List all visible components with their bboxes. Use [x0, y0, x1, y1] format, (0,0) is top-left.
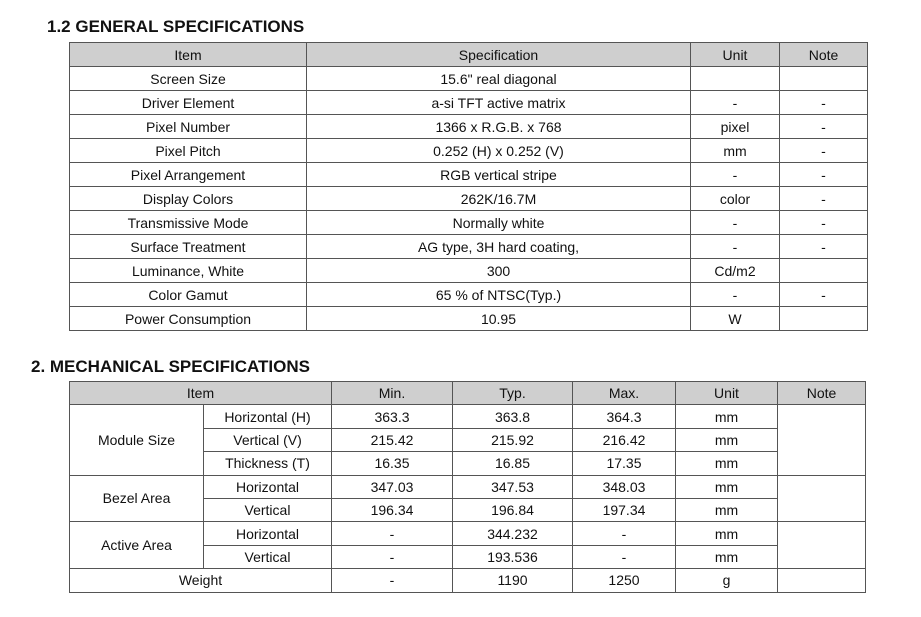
cell-item: Pixel Number — [70, 115, 307, 139]
table-row — [70, 522, 866, 545]
cell-max: 216.42 — [573, 428, 676, 451]
cell-spec: 262K/16.7M — [307, 187, 691, 211]
table-row — [70, 475, 866, 498]
bezel-area-label: Bezel Area — [70, 475, 204, 522]
cell-item: Surface Treatment — [70, 235, 307, 259]
cell-sub: Horizontal — [204, 522, 332, 545]
cell-sub: Vertical — [204, 498, 332, 521]
cell-typ: 363.8 — [453, 405, 573, 428]
cell-unit: mm — [676, 498, 778, 521]
mechanical-specifications-heading: 2. MECHANICAL SPECIFICATIONS — [31, 357, 310, 376]
cell-spec: RGB vertical stripe — [307, 163, 691, 187]
cell-unit: W — [691, 307, 780, 331]
cell-note — [780, 259, 868, 283]
cell-spec: AG type, 3H hard coating, — [307, 235, 691, 259]
cell-typ: 344.232 — [453, 522, 573, 545]
active-area-label: Active Area — [70, 522, 204, 569]
cell-typ: 215.92 — [453, 428, 573, 451]
cell-item: Screen Size — [70, 67, 307, 91]
cell-note: - — [780, 163, 868, 187]
cell-sub: Horizontal — [204, 475, 332, 498]
table-row — [70, 283, 868, 307]
cell-note: - — [780, 235, 868, 259]
weight-note — [778, 569, 866, 592]
cell-spec: 10.95 — [307, 307, 691, 331]
cell-typ: 16.85 — [453, 452, 573, 475]
cell-spec: 65 % of NTSC(Typ.) — [307, 283, 691, 307]
cell-item: Power Consumption — [70, 307, 307, 331]
cell-unit: - — [691, 163, 780, 187]
cell-spec: Normally white — [307, 211, 691, 235]
header-item: Item — [70, 382, 332, 405]
bezel-area-note — [778, 475, 866, 522]
cell-spec: a-si TFT active matrix — [307, 91, 691, 115]
cell-item: Pixel Arrangement — [70, 163, 307, 187]
cell-item: Color Gamut — [70, 283, 307, 307]
cell-note: - — [780, 91, 868, 115]
cell-min: 16.35 — [332, 452, 453, 475]
cell-unit: - — [691, 283, 780, 307]
header-item: Item — [70, 43, 307, 67]
cell-item: Transmissive Mode — [70, 211, 307, 235]
table-row — [70, 569, 866, 592]
cell-sub: Vertical (V) — [204, 428, 332, 451]
table-row — [70, 115, 868, 139]
cell-sub: Vertical — [204, 545, 332, 568]
table-row — [70, 211, 868, 235]
cell-note: - — [780, 139, 868, 163]
header-typ: Typ. — [453, 382, 573, 405]
cell-item: Pixel Pitch — [70, 139, 307, 163]
cell-unit: mm — [676, 428, 778, 451]
module-size-label: Module Size — [70, 405, 204, 475]
weight-label: Weight — [70, 569, 332, 592]
table-row — [70, 187, 868, 211]
header-unit: Unit — [691, 43, 780, 67]
cell-unit: g — [676, 569, 778, 592]
cell-min: - — [332, 569, 453, 592]
table-header-row — [70, 382, 866, 405]
cell-spec: 1366 x R.G.B. x 768 — [307, 115, 691, 139]
cell-min: 196.34 — [332, 498, 453, 521]
cell-max: 364.3 — [573, 405, 676, 428]
cell-unit: mm — [676, 522, 778, 545]
cell-min: 215.42 — [332, 428, 453, 451]
header-max: Max. — [573, 382, 676, 405]
cell-typ: 196.84 — [453, 498, 573, 521]
cell-unit: - — [691, 91, 780, 115]
general-specifications-heading: 1.2 GENERAL SPECIFICATIONS — [47, 17, 305, 36]
cell-item: Display Colors — [70, 187, 307, 211]
cell-max: - — [573, 545, 676, 568]
header-specification: Specification — [307, 43, 691, 67]
cell-typ: 193.536 — [453, 545, 573, 568]
table-row — [70, 139, 868, 163]
cell-max: - — [573, 522, 676, 545]
active-area-note — [778, 522, 866, 569]
cell-unit: pixel — [691, 115, 780, 139]
cell-max: 1250 — [573, 569, 676, 592]
cell-sub: Horizontal (H) — [204, 405, 332, 428]
cell-sub: Thickness (T) — [204, 452, 332, 475]
cell-unit: mm — [691, 139, 780, 163]
cell-item: Driver Element — [70, 91, 307, 115]
header-min: Min. — [332, 382, 453, 405]
cell-max: 17.35 — [573, 452, 676, 475]
cell-note — [780, 307, 868, 331]
cell-note: - — [780, 283, 868, 307]
cell-item: Luminance, White — [70, 259, 307, 283]
cell-unit — [691, 67, 780, 91]
table-row — [70, 405, 866, 428]
cell-min: - — [332, 522, 453, 545]
mechanical-specifications-table — [69, 381, 866, 593]
cell-min: 363.3 — [332, 405, 453, 428]
table-row — [70, 307, 868, 331]
cell-unit: mm — [676, 452, 778, 475]
header-unit: Unit — [676, 382, 778, 405]
cell-note: - — [780, 187, 868, 211]
table-row — [70, 91, 868, 115]
cell-unit: - — [691, 235, 780, 259]
cell-unit: Cd/m2 — [691, 259, 780, 283]
module-size-note — [778, 405, 866, 475]
table-row — [70, 163, 868, 187]
cell-typ: 1190 — [453, 569, 573, 592]
cell-min: 347.03 — [332, 475, 453, 498]
cell-unit: mm — [676, 405, 778, 428]
cell-spec: 15.6" real diagonal — [307, 67, 691, 91]
cell-spec: 300 — [307, 259, 691, 283]
header-note: Note — [778, 382, 866, 405]
table-row — [70, 67, 868, 91]
cell-max: 348.03 — [573, 475, 676, 498]
cell-min: - — [332, 545, 453, 568]
cell-unit: - — [691, 211, 780, 235]
header-note: Note — [780, 43, 868, 67]
cell-typ: 347.53 — [453, 475, 573, 498]
cell-unit: mm — [676, 475, 778, 498]
cell-note: - — [780, 115, 868, 139]
cell-note — [780, 67, 868, 91]
table-row — [70, 259, 868, 283]
cell-note: - — [780, 211, 868, 235]
cell-unit: mm — [676, 545, 778, 568]
general-specifications-table — [69, 42, 868, 331]
cell-max: 197.34 — [573, 498, 676, 521]
table-header-row — [70, 43, 868, 67]
cell-unit: color — [691, 187, 780, 211]
cell-spec: 0.252 (H) x 0.252 (V) — [307, 139, 691, 163]
table-row — [70, 235, 868, 259]
